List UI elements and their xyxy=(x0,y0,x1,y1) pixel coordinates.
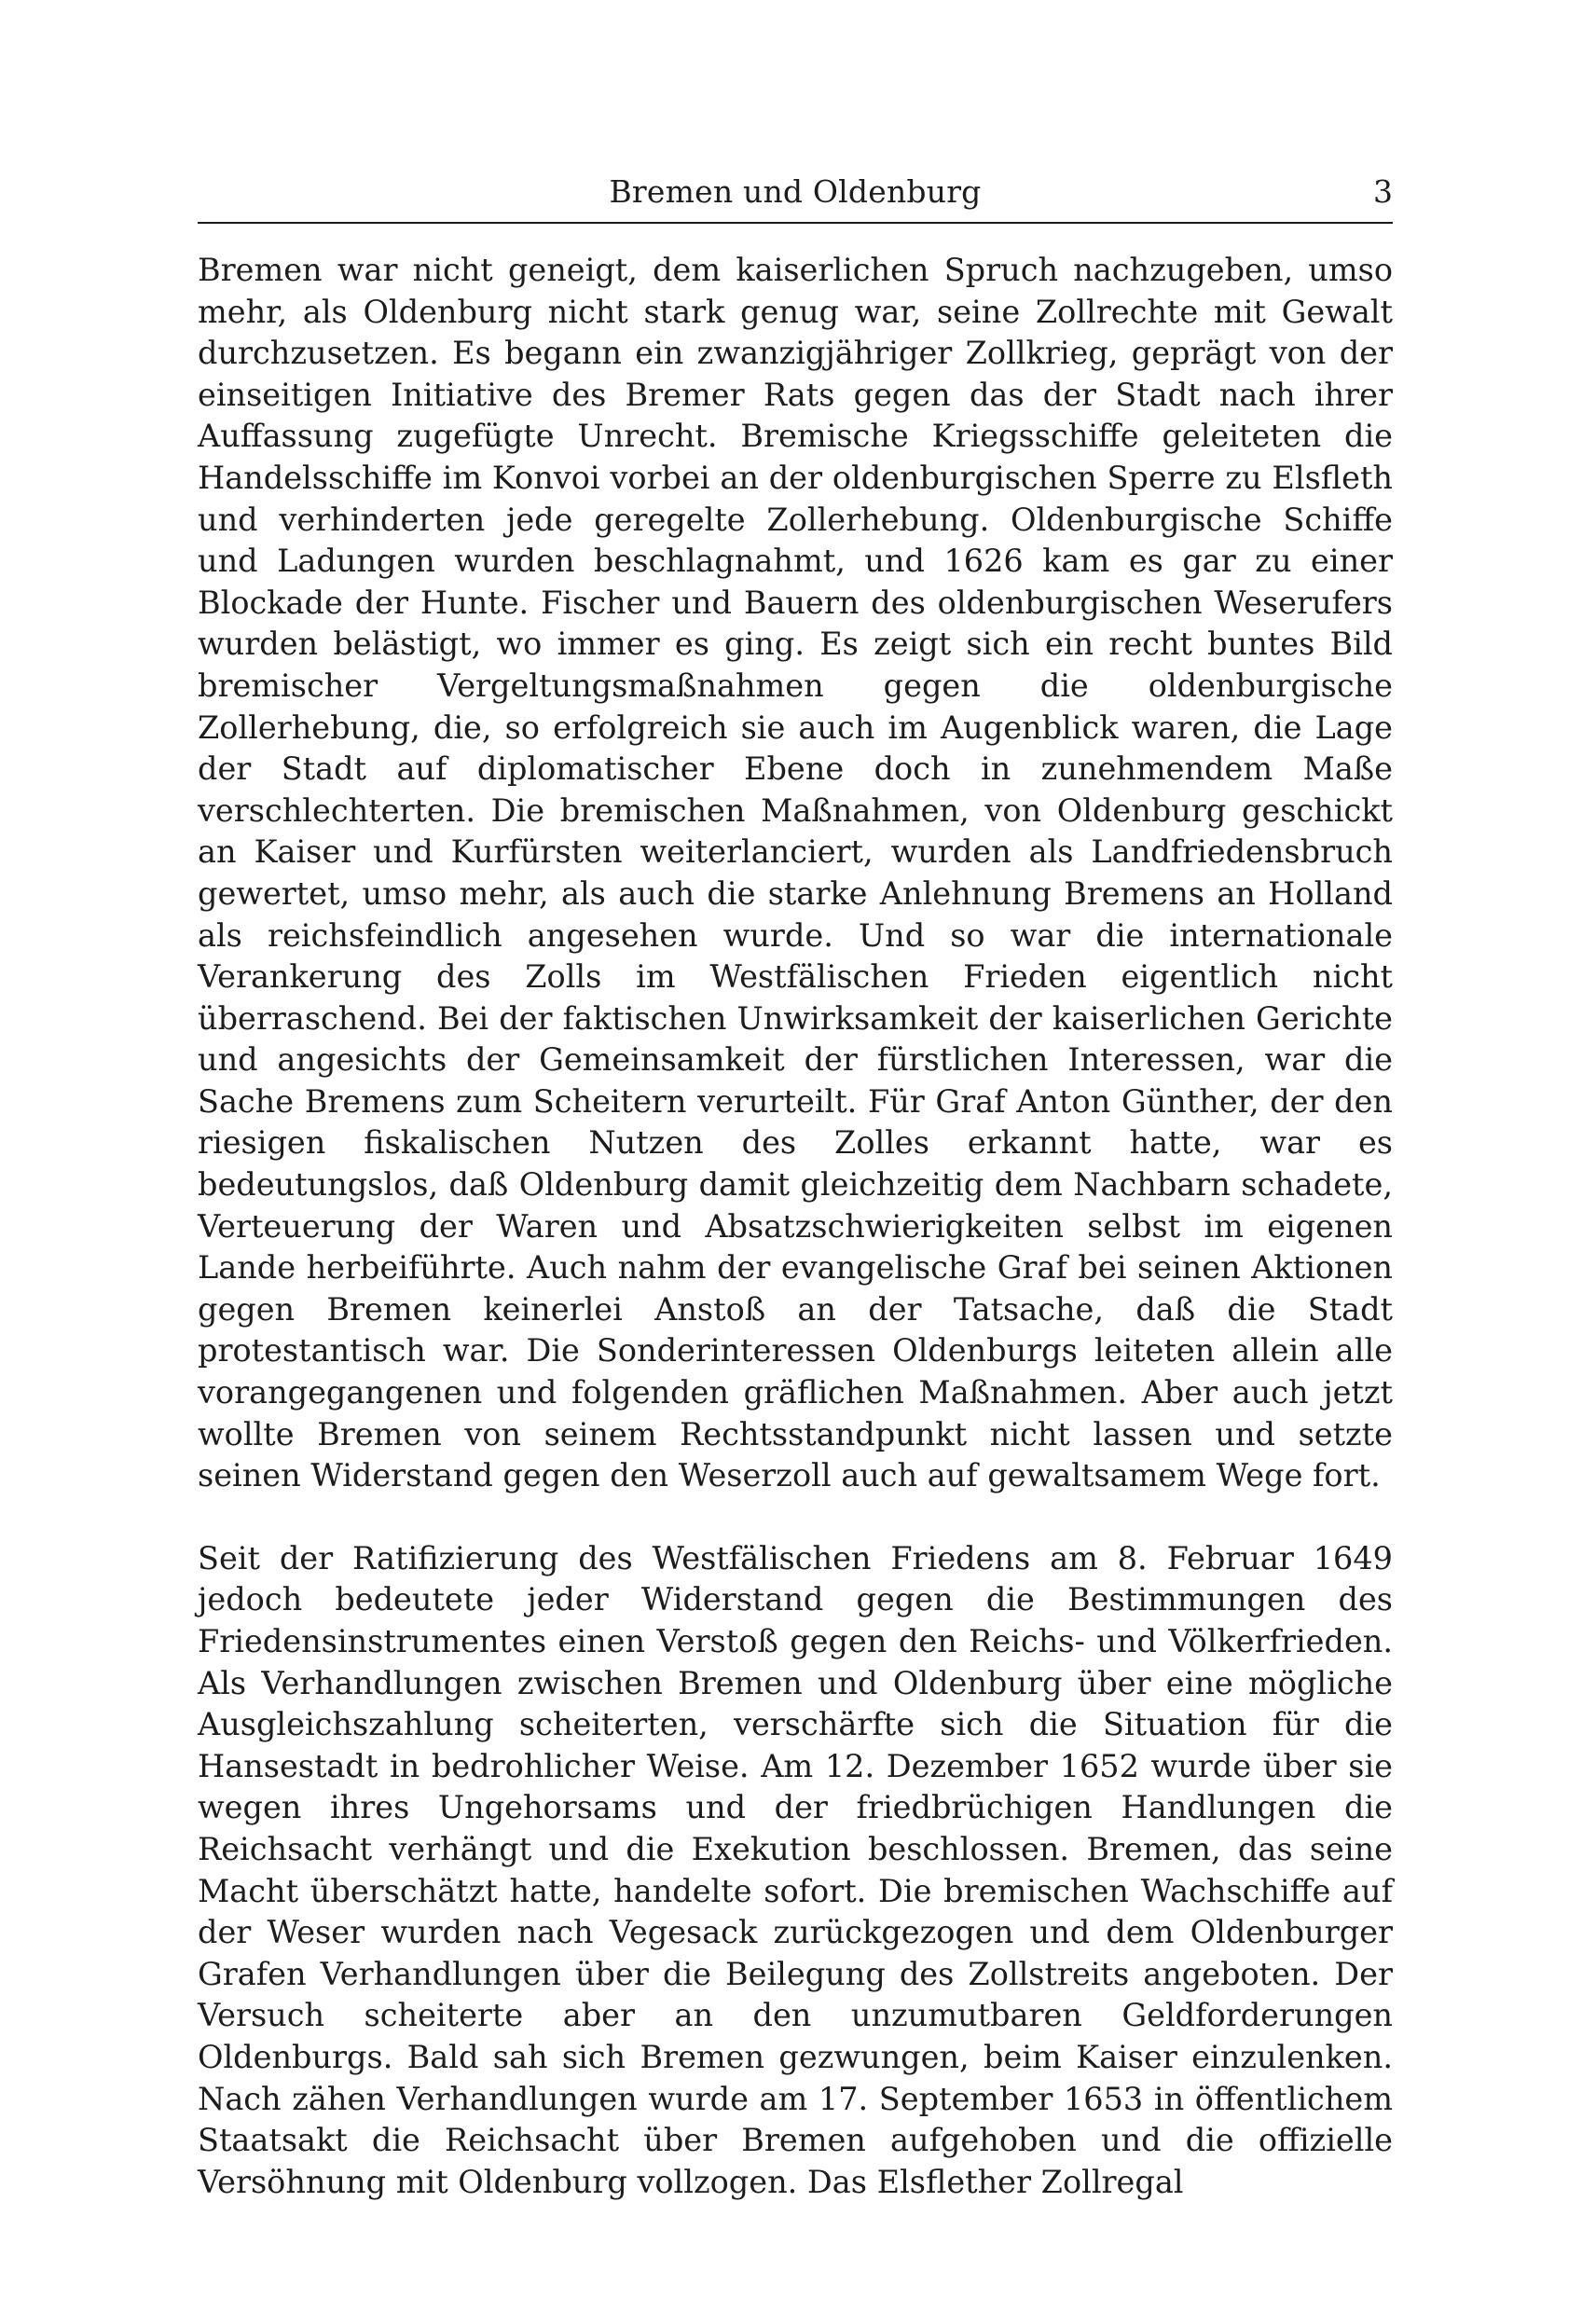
running-head xyxy=(198,166,1393,213)
paragraph-2: Seit der Ratifizierung des Westfälischen Friedens am 8. Februar 1649 jedoch bedeutete jeder Widerstand gegen die Bestimmungen des Friedensinstrumentes einen Verstoß gegen den Reichs- und Völkerfrieden. Als Verhandlungen zwischen Bremen und Oldenburg über eine mögliche Ausgleichszahlung scheiterten, verschärfte sich die Situation für die Hansestadt in bedrohlicher Weise. Am 12. Dezember 1652 wurde über sie wegen ihres Ungehorsams und der friedbrüchigen Handlungen die Reichsacht verhängt und die Exekution beschlossen. Bremen, das seine Macht überschätzt hatte, handelte sofort. Die bremischen Wachschiffe auf der Weser wurden nach Vegesack zurückgezogen und dem Oldenburger Grafen Verhandlungen über die Beilegung des Zollstreits angeboten. Der Versuch scheiterte aber an den unzumutbaren Geldforderungen Oldenburgs. Bald sah sich Bremen gezwungen, beim Kaiser einzulenken. Nach zähen Verhandlungen wurde am 17. September 1653 in öffentlichem Staatsakt die Reichsacht über Bremen aufgehoben und die offizielle Versöhnung mit Oldenburg vollzogen. Das Elsflether Zollregal xyxy=(198,1539,1393,2200)
paragraph-1: Bremen war nicht geneigt, dem kaiserlichen Spruch nachzugeben, umso mehr, als Oldenburg nicht stark genug war, seine Zollrechte mit Gewalt durchzusetzen. Es begann ein zwanzigjähriger Zollkrieg, geprägt von der einseitigen Initiative des Bremer Rats gegen das der Stadt nach ihrer Auffassung zugefügte Unrecht. Bremische Kriegsschiffe geleiteten die Handelsschiffe im Konvoi vorbei an der oldenburgischen Sperre zu Elsfleth und verhinderten jede geregelte Zollerhebung. Oldenburgische Schiffe und Ladungen wurden beschlagnahmt, und 1626 kam es gar zu einer Blockade der Hunte. Fischer und Bauern des oldenburgischen Weserufers wurden belästigt, wo immer es ging. Es zeigt sich ein recht buntes Bild bremischer Vergeltungsmaßnahmen gegen die oldenburgische Zollerhebung, die, so erfolgreich sie auch im Augenblick waren, die Lage der Stadt auf diplomatischer Ebene doch in zunehmendem Maße verschlechterten. Die bremischen Maßnahmen, von Oldenburg geschickt an Kaiser und Kurfürsten weiterlanciert, wurden als Landfriedensbruch gewertet, umso mehr, als auch die starke Anlehnung Bremens an Holland als reichsfeindlich angesehen wurde. Und so war die internationale Verankerung des Zolls im Westfälischen Frieden eigentlich nicht überraschend. Bei der faktischen Unwirksamkeit der kaiserlichen Gerichte und angesichts der Gemeinsamkeit der fürstlichen Interessen, war die Sache Bremens zum Scheitern verurteilt. Für Graf Anton Günther, der den riesigen fiskalischen Nutzen des Zolles erkannt hatte, war es bedeutungslos, daß Oldenburg damit gleichzeitig dem Nachbarn schadete, Verteuerung der Waren und Absatzschwierigkeiten selbst im eigenen Lande herbeiführte. Auch nahm der evangelische Graf bei seinen Aktionen gegen Bremen keinerlei Anstoß an der Tatsache, daß die Stadt protestantisch war. Die Sonderinteressen Oldenburgs leiteten allein alle vorangegangenen und folgenden gräflichen Maßnahmen. Aber auch jetzt wollte Bremen von seinem Rechtsstandpunkt nicht lassen und setzte seinen Widerstand gegen den Weserzoll auch auf gewaltsamem Wege fort. xyxy=(198,252,1393,1494)
running-title: Bremen und Oldenburg xyxy=(609,173,982,210)
page-number: 3 xyxy=(1373,173,1393,210)
header-rule xyxy=(198,222,1393,224)
body-text xyxy=(198,250,1393,2203)
